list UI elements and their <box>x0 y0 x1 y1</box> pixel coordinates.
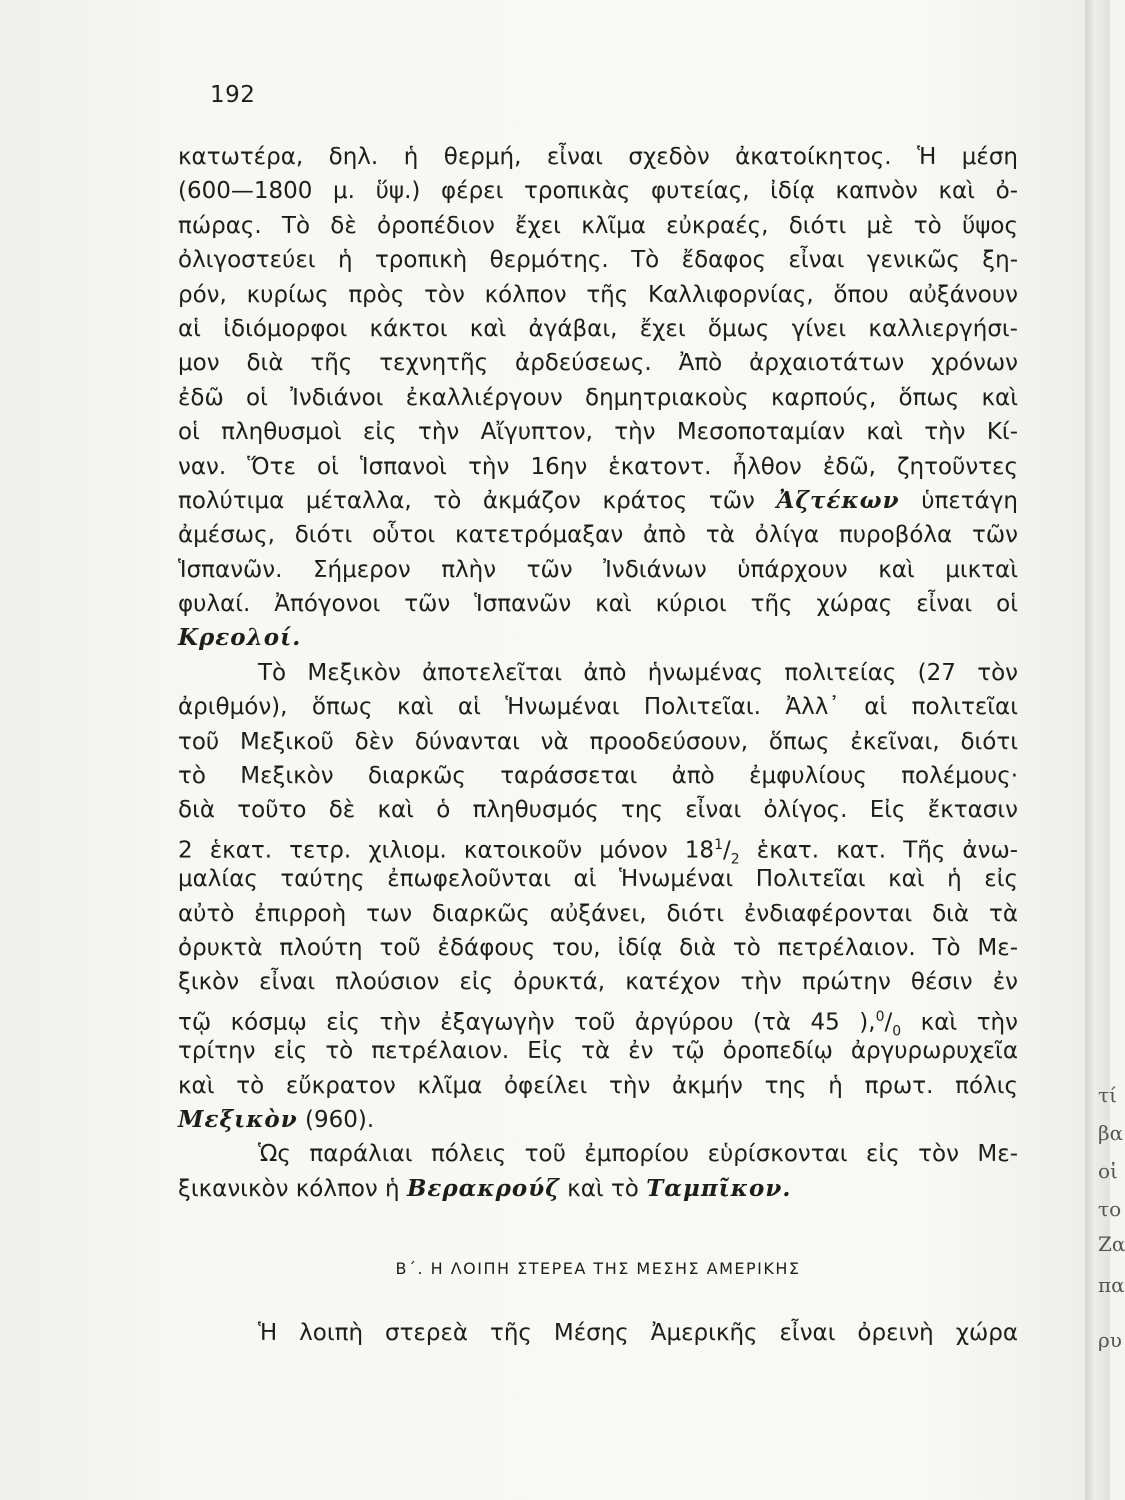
text-fragment: καὶ τὴν <box>901 1009 1018 1036</box>
adjacent-page-fragment: οἱ <box>1098 1159 1118 1183</box>
text-line: τρίτην εἰς τὸ πετρέλαιον. Εἰς τὰ ἐν τῷ ὀροπεδίῳ ἀργυρωρυχεῖα <box>178 1038 1018 1065</box>
text-fragment: ξικανικὸν κόλπον ἡ <box>178 1175 400 1202</box>
adjacent-page-fragment: το <box>1098 1197 1122 1221</box>
text-line: τὸ Μεξικὸν διαρκῶς ταράσσεται ἀπὸ ἐμφυλίους πολέμους· <box>178 763 1018 790</box>
creoles-term: Κρεολοί. <box>178 624 302 652</box>
text-line-silver <box>178 1000 1018 1040</box>
text-fragment: ἑκατ. κατ. Τῆς ἀνω- <box>739 837 1018 864</box>
text-line: ἀριθμόν), ὅπως καὶ αἱ Ἡνωμέναι Πολιτεῖαι. Ἀλλ᾽ αἱ πολιτεῖαι <box>178 694 1018 721</box>
text-line: καὶ τὸ εὔκρατον κλῖμα ὀφείλει τὴν ἀκμήν της ἡ πρωτ. πόλις <box>178 1072 1018 1099</box>
text-line: Ὡς παράλιαι πόλεις τοῦ ἐμπορίου εὑρίσκονται εἰς τὸν Με- <box>258 1141 1018 1168</box>
text-line: ρόν, κυρίως πρὸς τὸν κόλπον τῆς Καλλιφορνίας, ὅπου αὐξάνουν <box>178 281 1018 308</box>
veracruz-term: Βερακρούζ <box>406 1174 560 1202</box>
adjacent-page-fragment: τί <box>1098 1083 1117 1107</box>
text-line: αὐτὸ ἐπιρροὴ των διαρκῶς αὐξάνει, διότι ἐνδιαφέρονται διὰ τὰ <box>178 900 1018 927</box>
fraction-denominator: 2 <box>730 851 740 868</box>
text-line: ἀμέσως, διότι οὗτοι κατετρόμαξαν ἀπὸ τὰ ὀλίγα πυροβόλα τῶν <box>178 522 1018 549</box>
text-fragment: ὑπετάγη <box>921 487 1018 514</box>
fraction-numerator: 1 <box>714 836 723 853</box>
section-heading: Β΄. Η ΛΟΙΠΗ ΣΤΕΡΕΑ ΤΗΣ ΜΕΣΗΣ ΑΜΕΡΙΚΗΣ <box>395 1259 801 1279</box>
text-line: ὀλιγοστεύει ἡ τροπικὴ θερμότης. Τὸ ἔδαφος εἶναι γενικῶς ξη- <box>178 247 1018 274</box>
adjacent-page-fragment: ρυ <box>1098 1328 1122 1352</box>
text-fragment: πολύτιμα μέταλλα, τὸ ἀκμάζον κράτος τῶν <box>178 487 755 514</box>
text-line: Ἡ λοιπὴ στερεὰ τῆς Μέσης Ἀμερικῆς εἶναι ὀρεινὴ χώρα <box>258 1320 1018 1347</box>
aztecs-term: Ἀζτέκων <box>776 486 900 514</box>
percent-slash: / <box>884 1009 893 1036</box>
text-line: ὀρυκτὰ πλούτη τοῦ ἐδάφους του, ἰδίᾳ διὰ τὸ πετρέλαιον. Τὸ Με- <box>178 934 1018 961</box>
text-line: μον διὰ τῆς τεχνητῆς ἀρδεύσεως. Ἀπὸ ἀρχαιοτάτων χρόνων <box>178 350 1018 377</box>
text-line: ξικὸν εἶναι πλούσιον εἰς ὀρυκτά, κατέχον τὴν πρώτην θέσιν ἐν <box>178 969 1018 996</box>
text-line: κατωτέρα, δηλ. ἡ θερμή, εἶναι σχεδὸν ἀκατοίκητος. Ἡ μέση <box>178 144 1018 170</box>
text-line-mexico <box>178 1103 1018 1137</box>
fraction-slash: / <box>723 837 731 864</box>
adjacent-page-fragment: βα <box>1098 1121 1124 1145</box>
text-fragment: 2 ἑκατ. τετρ. χιλιομ. κατοικοῦν μόνον 18 <box>178 837 715 864</box>
mexico-city-term: Μεξικὸν <box>178 1105 298 1133</box>
text-line: Ἱσπανῶν. Σήμερον πλὴν τῶν Ἰνδιάνων ὑπάρχουν καὶ μικταὶ <box>178 556 1018 583</box>
text-line: ἐδῶ οἱ Ἰνδιάνοι ἐκαλλιέργουν δημητριακοὺς καρπούς, ὅπως καὶ <box>178 384 1018 411</box>
text-line-ports <box>178 1172 1018 1206</box>
body-text <box>178 140 1018 1351</box>
text-line: πώρας. Τὸ δὲ ὀροπέδιον ἔχει κλῖμα εὐκραές, διότι μὲ τὸ ὕψος <box>178 212 1018 239</box>
text-line-area <box>178 828 1018 868</box>
text-line-creoles <box>178 621 1018 655</box>
text-line-aztecs <box>178 484 1018 518</box>
adjacent-page-fragment: πα <box>1098 1273 1125 1297</box>
text-fragment: τῷ κόσμῳ εἰς τὴν ἐξαγωγὴν τοῦ ἀργύρου (τὰ 45 ), <box>178 1009 876 1036</box>
text-fragment: (960). <box>305 1106 375 1133</box>
adjacent-page-fragment: Ζα <box>1098 1232 1125 1256</box>
text-line: Τὸ Μεξικὸν ἀποτελεῖται ἀπὸ ἡνωμένας πολιτείας (27 τὸν <box>258 659 1018 686</box>
text-line: τοῦ Μεξικοῦ δὲν δύνανται νὰ προοδεύσουν, ὅπως ἐκεῖναι, διότι <box>178 728 1018 755</box>
percent-bottom: 0 <box>892 1023 902 1040</box>
text-line: οἱ πληθυσμοὶ εἰς τὴν Αἴγυπτον, τὴν Μεσοποταμίαν καὶ τὴν Κί- <box>178 419 1018 446</box>
text-line: (600—1800 μ. ὕψ.) φέρει τροπικὰς φυτείας, ἰδίᾳ καπνὸν καὶ ὀ- <box>178 178 1018 205</box>
text-line: διὰ τοῦτο δὲ καὶ ὁ πληθυσμός της εἶναι ὀλίγος. Εἰς ἔκτασιν <box>178 797 1018 824</box>
text-line: ναν. Ὅτε οἱ Ἱσπανοὶ τὴν 16ην ἑκατοντ. ἦλθον ἐδῶ, ζητοῦντες <box>178 453 1018 480</box>
text-fragment: καὶ τὸ <box>567 1175 639 1202</box>
text-line: αἱ ἰδιόμορφοι κάκτοι καὶ ἀγάβαι, ἔχει ὅμως γίνει καλλιεργήσι- <box>178 315 1018 342</box>
percent-top: 0 <box>875 1008 885 1025</box>
text-line: φυλαί. Ἀπόγονοι τῶν Ἱσπανῶν καὶ κύριοι τῆς χώρας εἶναι οἱ <box>178 591 1018 618</box>
text-line: μαλίας ταύτης ἐπωφελοῦνται αἱ Ἡνωμέναι Πολιτεῖαι καὶ ἡ εἰς <box>178 866 1018 893</box>
page-number: 192 <box>210 82 256 108</box>
tampico-term: Ταμπῖκον. <box>646 1174 792 1202</box>
